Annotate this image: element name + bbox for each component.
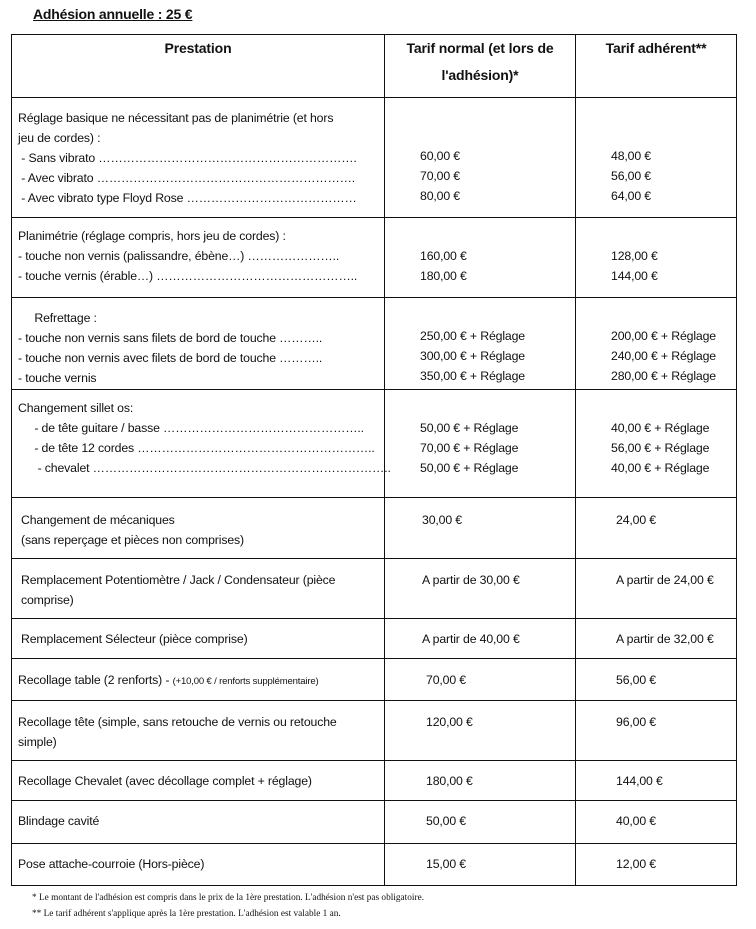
prestation-cell: [12, 390, 391, 498]
prestation-text: - Avec vibrato ……………………………………………………….: [18, 171, 356, 185]
prestation-text: Changement de mécaniques: [21, 513, 175, 527]
prestation-cell: [12, 98, 385, 218]
prestation-cell: [12, 844, 385, 886]
table-row: [12, 390, 737, 498]
tarif-normal-cell: [385, 659, 576, 701]
header-tarif-normal-line2: l'adhésion)*: [441, 67, 519, 83]
tarif-normal-cell: [385, 498, 576, 559]
table-row: [12, 218, 737, 298]
tarif-adherent-cell: [576, 218, 737, 298]
footnote-2: ** Le tarif adhérent s'applique après la 1ère prestation. L'adhésion est valable 1 an.: [32, 909, 341, 919]
footnote-1: * Le montant de l'adhésion est compris dans le prix de la 1ère prestation. L'adhésion n'est pas obligatoire.: [32, 893, 425, 903]
tarif-normal-cell: [385, 218, 576, 298]
price-value: 200,00 € + Réglage: [611, 329, 716, 343]
price-value: 96,00 €: [616, 715, 656, 729]
header-tarif-normal: [385, 35, 576, 98]
table-row: [12, 801, 737, 844]
price-value: 180,00 €: [426, 774, 473, 788]
tarif-normal-cell: [385, 801, 576, 844]
price-value: 70,00 € + Réglage: [420, 441, 519, 455]
prestation-note: (+10,00 € / renforts supplémentaire): [172, 676, 319, 687]
tarif-adherent-cell: [576, 98, 737, 218]
prestation-text: - chevalet ………………………………………………………………..: [18, 461, 391, 475]
price-value: 30,00 €: [422, 513, 462, 527]
table-row: [12, 844, 737, 886]
page-title: Adhésion annuelle : 25 €: [33, 6, 193, 22]
prestation-text: - de tête 12 cordes …………………………………………………..: [18, 441, 375, 455]
prestation-cell: [12, 619, 385, 659]
tarif-adherent-cell: [576, 659, 737, 701]
prestation-text: Planimétrie (réglage compris, hors jeu de cordes) :: [18, 229, 286, 243]
price-value: 144,00 €: [611, 269, 658, 283]
prestation-text: - de tête guitare / basse …………………………………………..: [18, 421, 364, 435]
table-row: [12, 559, 737, 619]
table-row: [12, 761, 737, 801]
price-value: 350,00 € + Réglage: [420, 369, 525, 383]
price-value: 80,00 €: [420, 189, 460, 203]
header-prestation-label: Prestation: [164, 40, 232, 56]
tarif-adherent-cell: [576, 844, 737, 886]
price-value: 12,00 €: [616, 857, 656, 871]
price-value: 40,00 € + Réglage: [611, 461, 710, 475]
price-value: 64,00 €: [611, 189, 651, 203]
table-row: [12, 498, 737, 559]
prestation-text: Pose attache-courroie (Hors-pièce): [18, 857, 205, 871]
tarif-adherent-cell: [576, 619, 737, 659]
price-value: 56,00 €: [611, 169, 651, 183]
tarif-adherent-cell: [576, 801, 737, 844]
prestation-text: comprise): [21, 593, 74, 607]
tarif-adherent-cell: [576, 559, 737, 619]
prestation-text: - touche non vernis sans filets de bord de touche ………..: [18, 331, 323, 345]
table-row: [12, 659, 737, 701]
header-tarif-adherent: [576, 35, 737, 98]
price-value: 40,00 € + Réglage: [611, 421, 710, 435]
prestation-text: Recollage table (2 renforts) -: [18, 673, 173, 687]
table-row: [12, 619, 737, 659]
tarif-normal-cell: [385, 298, 576, 390]
price-value: 160,00 €: [420, 249, 467, 263]
prestation-text: Recollage Chevalet (avec décollage complet + réglage): [18, 774, 312, 788]
tarif-normal-cell: [385, 701, 576, 761]
price-value: 70,00 €: [420, 169, 460, 183]
prestation-text: simple): [18, 735, 57, 749]
price-value: 60,00 €: [420, 149, 460, 163]
prestation-cell: [12, 559, 385, 619]
price-value: 280,00 € + Réglage: [611, 369, 716, 383]
price-value: 56,00 € + Réglage: [611, 441, 710, 455]
tarif-adherent-cell: [576, 390, 737, 498]
prestation-text: - touche vernis: [18, 371, 97, 385]
price-value: 250,00 € + Réglage: [420, 329, 525, 343]
table-row: [12, 298, 737, 390]
price-value: 240,00 € + Réglage: [611, 349, 716, 363]
tarif-adherent-cell: [576, 298, 737, 390]
tarif-normal-cell: [385, 390, 576, 498]
prestation-text: (sans reperçage et pièces non comprises): [21, 533, 244, 547]
prestation-cell: [12, 498, 385, 559]
prestation-text: Recollage tête (simple, sans retouche de vernis ou retouche: [18, 715, 337, 729]
tarif-normal-cell: [385, 619, 576, 659]
price-value: A partir de 40,00 €: [422, 632, 520, 646]
tarif-adherent-cell: [576, 498, 737, 559]
prestation-cell: [12, 298, 385, 390]
prestation-text: Changement sillet os:: [18, 401, 134, 415]
price-value: 50,00 €: [426, 814, 466, 828]
price-table: [11, 34, 737, 886]
price-value: 300,00 € + Réglage: [420, 349, 525, 363]
table-header-row: [12, 35, 737, 98]
price-value: 48,00 €: [611, 149, 651, 163]
prestation-text: Remplacement Sélecteur (pièce comprise): [21, 632, 248, 646]
prestation-cell: [12, 701, 385, 761]
prestation-text: Remplacement Potentiomètre / Jack / Condensateur (pièce: [21, 573, 336, 587]
price-value: A partir de 30,00 €: [422, 573, 520, 587]
price-value: A partir de 24,00 €: [616, 573, 714, 587]
prestation-text: - Sans vibrato ……………………………………………………….: [18, 151, 357, 165]
prestation-cell: [12, 761, 385, 801]
prestation-cell: [12, 801, 385, 844]
price-value: 56,00 €: [616, 673, 656, 687]
price-value: 40,00 €: [616, 814, 656, 828]
tarif-adherent-cell: [576, 761, 737, 801]
table-row: [12, 98, 737, 218]
prestation-text: Réglage basique ne nécessitant pas de planimétrie (et hors: [18, 111, 334, 125]
price-value: 24,00 €: [616, 513, 656, 527]
tarif-normal-cell: [385, 559, 576, 619]
price-value: A partir de 32,00 €: [616, 632, 714, 646]
tarif-normal-cell: [385, 98, 576, 218]
tarif-adherent-cell: [576, 701, 737, 761]
prestation-text: - touche vernis (érable…) …………………………………………..: [18, 269, 358, 283]
price-value: 180,00 €: [420, 269, 467, 283]
price-value: 120,00 €: [426, 715, 473, 729]
footnotes: [32, 890, 424, 922]
prestation-text: - Avec vibrato type Floyd Rose ……………………………………: [18, 191, 357, 205]
price-value: 15,00 €: [426, 857, 466, 871]
prestation-text: jeu de cordes) :: [18, 131, 101, 145]
header-prestation: [12, 35, 385, 98]
prestation-text: - touche non vernis avec filets de bord de touche ………..: [18, 351, 323, 365]
header-tarif-normal-line1: Tarif normal (et lors de: [406, 40, 554, 56]
price-value: 128,00 €: [611, 249, 658, 263]
tarif-normal-cell: [385, 761, 576, 801]
price-value: 70,00 €: [426, 673, 466, 687]
table-row: [12, 701, 737, 761]
prestation-cell: [12, 218, 385, 298]
price-value: 50,00 € + Réglage: [420, 421, 519, 435]
prestation-cell: [12, 659, 385, 701]
price-value: 50,00 € + Réglage: [420, 461, 519, 475]
prestation-text: Blindage cavité: [18, 814, 100, 828]
prestation-text: - touche non vernis (palissandre, ébène…) …………………..: [18, 249, 340, 263]
price-value: 144,00 €: [616, 774, 663, 788]
header-tarif-adherent-label: Tarif adhérent**: [605, 40, 707, 56]
tarif-normal-cell: [385, 844, 576, 886]
prestation-text: Refrettage :: [18, 311, 97, 325]
